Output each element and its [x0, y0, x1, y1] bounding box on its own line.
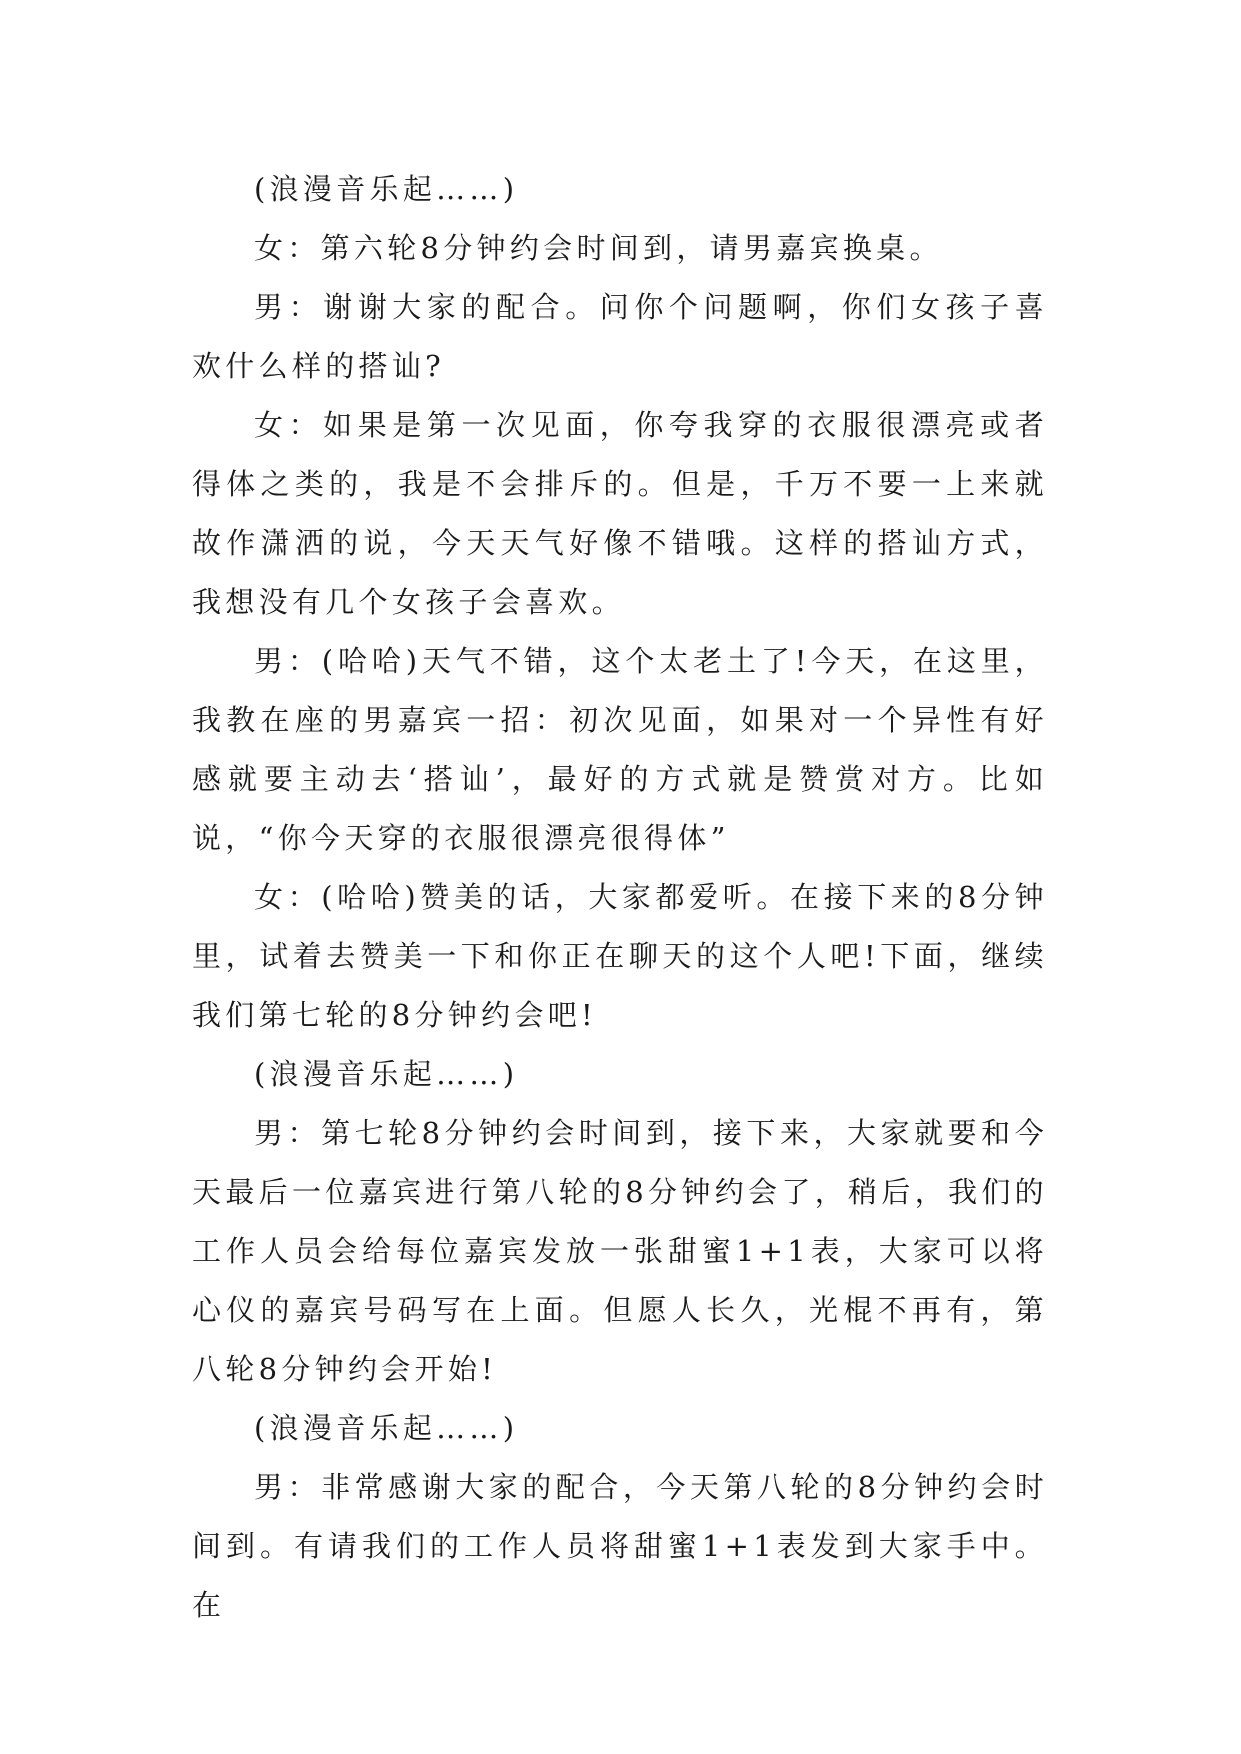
paragraph: 女：如果是第一次见面，你夸我穿的衣服很漂亮或者得体之类的，我是不会排斥的。但是，千万不要一上来就故作潇洒的说，今天天气好像不错哦。这样的搭讪方式，我想没有几个女孩子会喜欢。 — [192, 408, 1048, 619]
paragraph: (浪漫音乐起……) — [254, 1411, 519, 1445]
paragraph: (浪漫音乐起……) — [254, 1057, 519, 1091]
document-page — [192, 160, 1048, 1635]
paragraph: 男：谢谢大家的配合。问你个问题啊，你们女孩子喜欢什么样的搭讪? — [192, 290, 1048, 383]
paragraph: (浪漫音乐起……) — [254, 172, 519, 206]
paragraph: 女：(哈哈)赞美的话，大家都爱听。在接下来的8分钟里，试着去赞美一下和你正在聊天的这个人吧!下面，继续我们第七轮的8分钟约会吧! — [192, 880, 1048, 1032]
paragraph: 男：第七轮8分钟约会时间到，接下来，大家就要和今天最后一位嘉宾进行第八轮的8分钟约会了，稍后，我们的工作人员会给每位嘉宾发放一张甜蜜1+1表，大家可以将心仪的嘉宾号码写在上面。但愿人长久，光棍不再有，第八轮8分钟约会开始! — [192, 1116, 1048, 1386]
paragraph: 男：非常感谢大家的配合，今天第八轮的8分钟约会时间到。有请我们的工作人员将甜蜜1+1表发到大家手中。在 — [192, 1470, 1048, 1622]
paragraph: 女：第六轮8分钟约会时间到，请男嘉宾换桌。 — [254, 231, 943, 265]
paragraph: 男：(哈哈)天气不错，这个太老土了!今天，在这里，我教在座的男嘉宾一招：初次见面，如果对一个异性有好感就要主动去‘搭讪’，最好的方式就是赞赏对方。比如说，“你今天穿的衣服很漂亮很得体” — [192, 644, 1048, 855]
